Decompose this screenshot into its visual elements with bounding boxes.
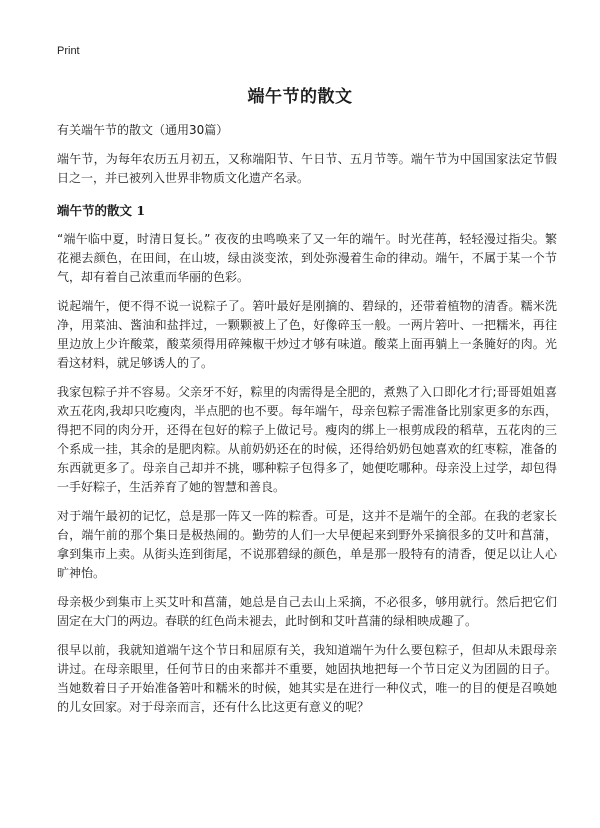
paragraph: “端午临中夏，时清日复长。” 夜夜的虫鸣唤来了又一年的端午。时光荏苒，轻轻漫过指尖。繁花褪去颜色，在田间，在山坡，绿由淡变浓，到处弥漫着生命的律动。端午，不属于某一个节气，却有着自己浓重而华丽的色彩。 bbox=[57, 232, 557, 284]
paragraph: 母亲极少到集市上买艾叶和菖蒲，她总是自己去山上采摘，不必很多，够用就行。然后把它们固定在大门的两边。春联的红色尚未褪去，此时倒和艾叶菖蒲的绿相映成趣了。 bbox=[57, 595, 557, 628]
paragraph: 说起端午，便不得不说一说粽子了。箬叶最好是刚摘的、碧绿的，还带着植物的清香。糯米洗净，用菜油、酱油和盐拌过，一颗颗被上了色，好像碎玉一般。一两片箬叶、一把糯米，再往里边放上少许酸菜，酸菜须得用碎辣椒干炒过才够有味道。酸菜上面再躺上一条腌好的肉。光看这材料，就足够诱人的了。 bbox=[57, 299, 557, 370]
paragraph: 我家包粽子并不容易。父亲牙不好，粽里的肉需得是全肥的，煮熟了入口即化才行;哥哥姐姐喜欢五花肉,我却只吃瘦肉，半点肥的也不要。每年端午，母亲包粽子需准备比别家更多的东西，得把不同的肉分开，还得在包好的粽子上做记号。瘦肉的绑上一根剪成段的稻草，五花肉的三个系成一挂，其余的是肥肉粽。从前奶奶还在的时候，还得给奶奶包她喜欢的红枣粽，准备的东西就更多了。母亲自己却并不挑，哪种粽子包得多了，她便吃哪种。母亲没上过学，却包得一手好粽子，生活养育了她的智慧和善良。 bbox=[57, 385, 557, 494]
paragraph: 对于端午最初的记忆，总是那一阵又一阵的粽香。可是，这并不是端午的全部。在我的老家长台，端午前的那个集日是极热闹的。勤劳的人们一大早便起来到野外采摘很多的艾叶和菖蒲，拿到集市上卖。从街头连到街尾，不说那碧绿的颜色，单是那一股特有的清香，便足以让人心旷神怡。 bbox=[57, 509, 557, 580]
article-body bbox=[57, 122, 557, 727]
document-subtitle: 有关端午节的散文（通用30篇） bbox=[57, 123, 229, 137]
page-title: 端午节的散文 bbox=[247, 87, 353, 107]
section-heading: 端午节的散文 1 bbox=[57, 203, 146, 218]
print-link[interactable]: Print bbox=[57, 45, 80, 57]
paragraph: 很早以前，我就知道端午这个节日和屈原有关，我知道端午为什么要包粽子，但却从未跟母亲讲过。在母亲眼里，任何节日的由来都并不重要，她固执地把每一个节日定义为团圆的日子。当她数着日子开始准备箬叶和糯米的时候，她其实是在进行一种仪式，唯一的目的便是召唤她的儿女回家。对于母亲而言，还有什么比这更有意义的呢？ bbox=[57, 643, 557, 714]
intro-paragraph: 端午节，为每年农历五月初五，又称端阳节、午日节、五月节等。端午节为中国国家法定节假日之一，并已被列入世界非物质文化遗产名录。 bbox=[57, 152, 557, 185]
